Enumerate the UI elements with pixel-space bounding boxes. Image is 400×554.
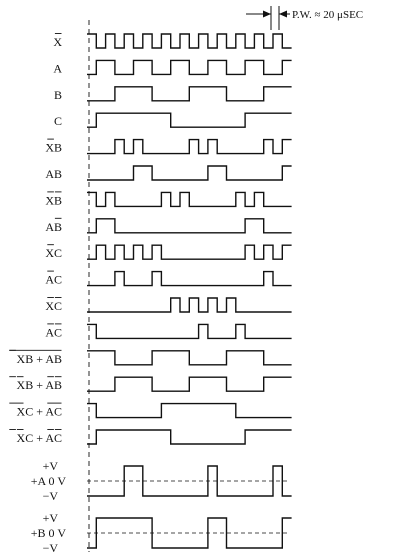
signal-label-abar-c: AC bbox=[45, 272, 62, 287]
pw-arrowhead-right bbox=[279, 11, 287, 18]
signal-label-or-xc-ac: XC + AC bbox=[16, 431, 62, 445]
analog-label-out-b-label_minus: −V bbox=[42, 541, 58, 554]
signal-label-nor-xc-ac: XC + AC bbox=[16, 404, 62, 419]
analog-label-out-a-label_mid: +A 0 V bbox=[30, 474, 66, 488]
waveform-xbar-c bbox=[87, 245, 292, 259]
waveform-a-b bbox=[87, 166, 292, 180]
signal-label-or-xb-ab: XB + AB bbox=[16, 378, 62, 393]
signal-label-c: C bbox=[53, 114, 62, 129]
signal-label-xbar: X bbox=[53, 35, 62, 49]
waveform-x-bbar bbox=[87, 192, 292, 206]
waveform-xbar-cbar bbox=[87, 298, 292, 312]
waveform-c bbox=[87, 113, 292, 127]
signal-label-nor-xb-ab: XB + AB bbox=[16, 351, 62, 366]
signal-label-b: B bbox=[53, 87, 62, 102]
signal-label-a-b: AB bbox=[45, 167, 62, 181]
waveforms bbox=[87, 34, 292, 548]
analog-label-out-a-label_minus: −V bbox=[42, 489, 58, 503]
pulse-width-annotation bbox=[246, 6, 363, 30]
waveform-b bbox=[87, 87, 292, 101]
pulse-width-label: P.W. ≈ 20 μSEC bbox=[292, 9, 364, 21]
waveform-nor-xc-ac bbox=[87, 404, 292, 418]
analog-label-out-b-label_mid: +B 0 V bbox=[30, 526, 66, 540]
waveform-a bbox=[87, 60, 292, 74]
waveform-xbar bbox=[87, 34, 292, 48]
signal-label-a: A bbox=[53, 61, 62, 76]
signal-labels bbox=[9, 34, 66, 554]
analog-label-out-a-label_plus: +V bbox=[42, 459, 58, 473]
signal-label-a-bbar: AB bbox=[45, 219, 62, 234]
signal-label-abar-cbar: AC bbox=[45, 325, 62, 340]
waveform-or-xc-ac bbox=[87, 430, 292, 444]
pw-arrowhead-left bbox=[263, 11, 271, 18]
signal-label-xbar-cbar: XC bbox=[45, 299, 62, 313]
waveform-abar-c bbox=[87, 272, 292, 286]
waveform-or-xb-ab bbox=[87, 377, 292, 391]
waveform-abar-cbar bbox=[87, 324, 292, 338]
waveform-xbar-b bbox=[87, 140, 292, 154]
signal-label-xbar-c: XC bbox=[45, 246, 62, 261]
signal-label-x-bbar: XB bbox=[45, 193, 62, 208]
analog-label-out-b-label_plus: +V bbox=[42, 511, 58, 525]
signal-label-xbar-b: XB bbox=[45, 140, 62, 155]
waveform-a-bbar bbox=[87, 219, 292, 233]
waveform-nor-xb-ab bbox=[87, 351, 292, 365]
